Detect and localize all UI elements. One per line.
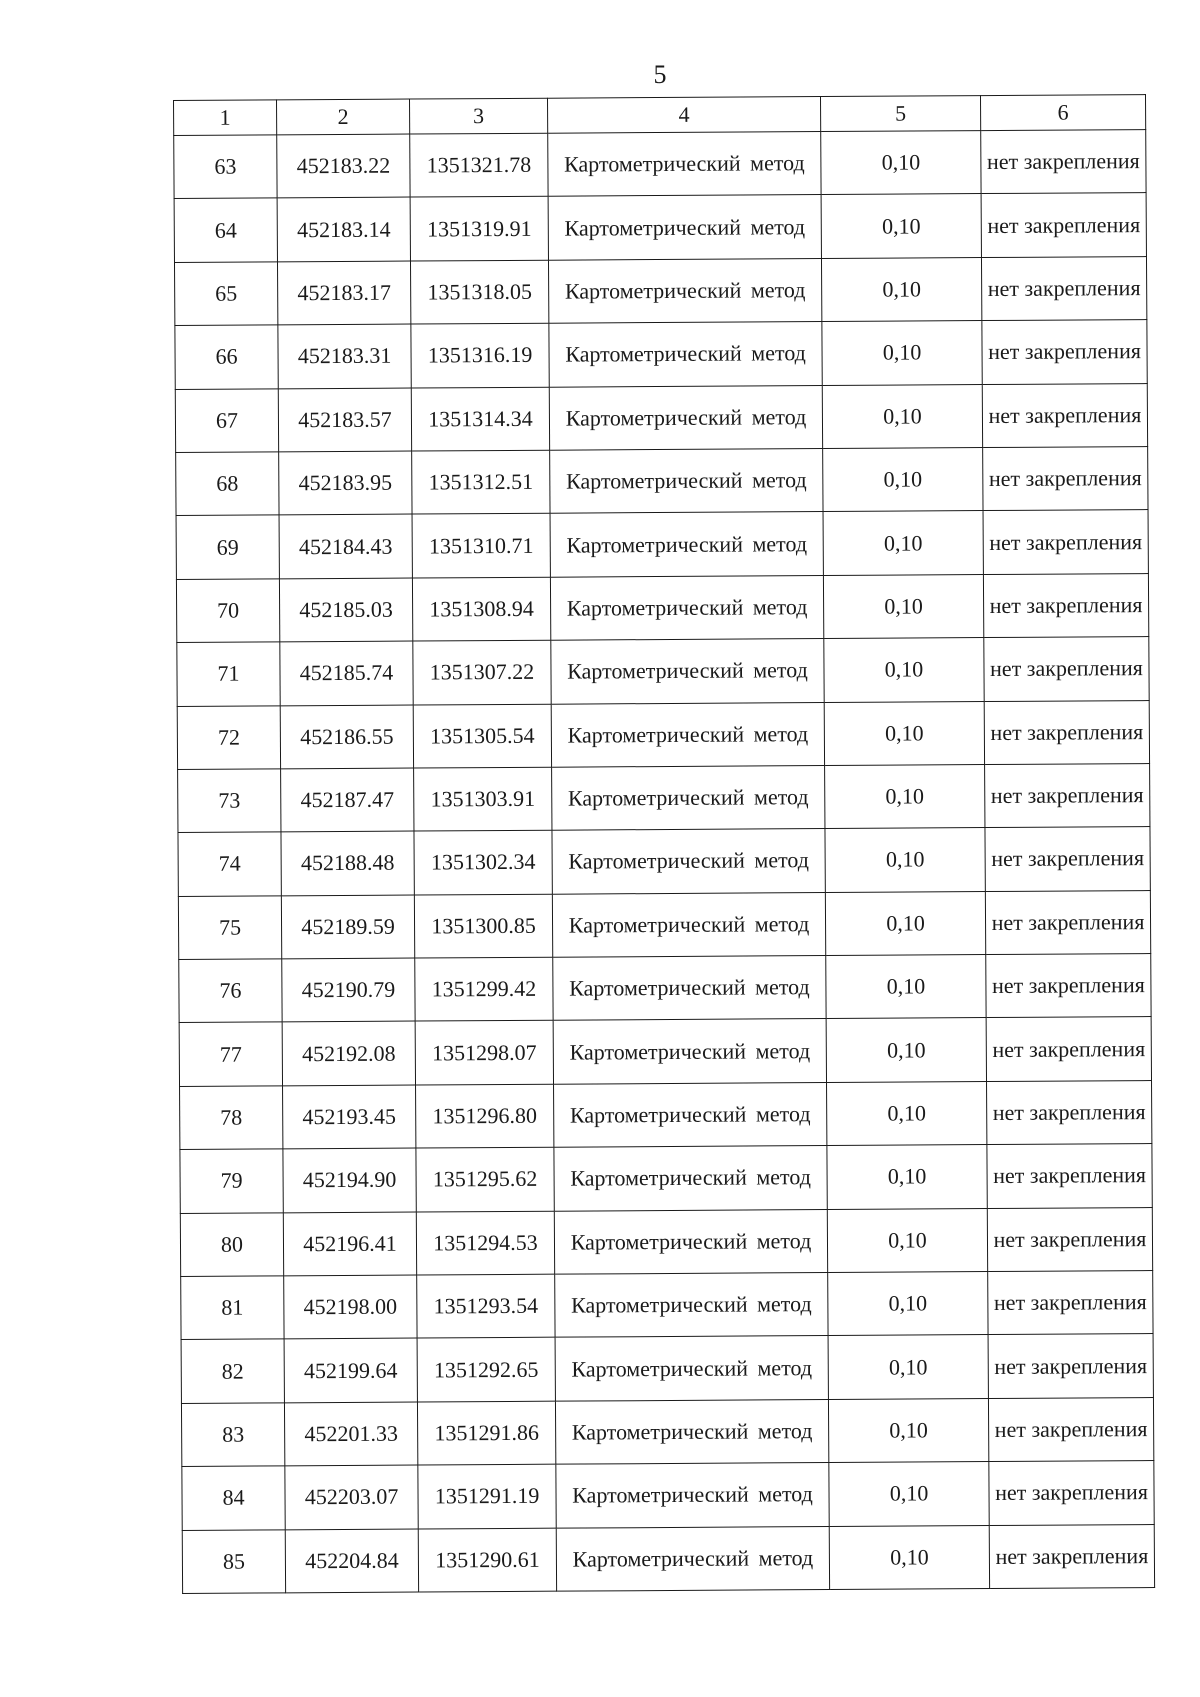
fixation-cell: нет закрепления [985,827,1150,891]
fixation-cell: нет закрепления [989,1461,1154,1525]
table-row [182,1524,1154,1593]
y-coordinate-cell: 1351295.62 [416,1147,554,1211]
fixation-cell: нет закрепления [986,1017,1151,1081]
method-cell: Картометрический метод [548,132,821,197]
table-row [180,1144,1152,1213]
point-number-cell: 73 [178,769,281,833]
point-number-cell: 67 [175,388,278,452]
x-coordinate-cell: 452198.00 [284,1275,417,1339]
accuracy-cell: 0,10 [824,638,984,702]
column-header: 6 [980,95,1145,131]
y-coordinate-cell: 1351298.07 [415,1021,553,1085]
fixation-cell: нет закрепления [985,890,1150,954]
x-coordinate-cell: 452183.57 [278,388,411,452]
accuracy-cell: 0,10 [821,257,981,321]
table-row [176,510,1148,579]
method-cell: Картометрический метод [556,1526,829,1591]
point-number-cell: 68 [176,452,279,516]
point-number-cell: 66 [175,325,278,389]
method-cell: Картометрический метод [553,956,826,1021]
table-row [177,637,1149,706]
method-cell: Картометрический метод [554,1209,827,1274]
accuracy-cell: 0,10 [826,955,986,1019]
accuracy-cell: 0,10 [828,1335,988,1399]
table-row [181,1334,1153,1403]
accuracy-cell: 0,10 [822,321,982,385]
x-coordinate-cell: 452189.59 [281,895,414,959]
y-coordinate-cell: 1351310.71 [412,514,550,578]
accuracy-cell: 0,10 [821,131,981,195]
x-coordinate-cell: 452203.07 [285,1465,418,1529]
point-number-cell: 82 [181,1339,284,1403]
accuracy-cell: 0,10 [825,764,985,828]
y-coordinate-cell: 1351292.65 [417,1338,555,1402]
fixation-cell: нет закрепления [983,447,1148,511]
accuracy-cell: 0,10 [828,1398,988,1462]
point-number-cell: 65 [174,262,277,326]
method-cell: Картометрический метод [549,385,822,450]
method-cell: Картометрический метод [552,829,825,894]
y-coordinate-cell: 1351312.51 [412,450,550,514]
table-row [174,256,1146,325]
fixation-cell: нет закрепления [985,763,1150,827]
point-number-cell: 79 [180,1149,283,1213]
fixation-cell: нет закрепления [987,1144,1152,1208]
y-coordinate-cell: 1351307.22 [413,640,551,704]
y-coordinate-cell: 1351321.78 [410,133,548,197]
table-row [175,320,1147,389]
x-coordinate-cell: 452196.41 [283,1212,416,1276]
accuracy-cell: 0,10 [823,574,983,638]
column-header: 1 [174,100,277,136]
y-coordinate-cell: 1351291.19 [418,1464,556,1528]
method-cell: Картометрический метод [556,1463,829,1528]
x-coordinate-cell: 452190.79 [282,958,415,1022]
fixation-cell: нет закрепления [982,383,1147,447]
table-row [176,573,1148,642]
table-row [180,1207,1152,1276]
x-coordinate-cell: 452201.33 [284,1402,417,1466]
method-cell: Картометрический метод [554,1146,827,1211]
point-number-cell: 70 [176,579,279,643]
fixation-cell: нет закрепления [988,1397,1153,1461]
table-row [174,130,1146,199]
accuracy-cell: 0,10 [828,1272,988,1336]
x-coordinate-cell: 452193.45 [283,1085,416,1149]
fixation-cell: нет закрепления [982,320,1147,384]
point-number-cell: 76 [179,959,282,1023]
y-coordinate-cell: 1351318.05 [410,260,548,324]
y-coordinate-cell: 1351303.91 [414,767,552,831]
fixation-cell: нет закрепления [981,193,1146,257]
accuracy-cell: 0,10 [826,1018,986,1082]
point-number-cell: 74 [178,832,281,896]
fixation-cell: нет закрепления [984,700,1149,764]
table-body [174,95,1155,1594]
accuracy-cell: 0,10 [823,448,983,512]
y-coordinate-cell: 1351296.80 [416,1084,554,1148]
x-coordinate-cell: 452187.47 [281,768,414,832]
method-cell: Картометрический метод [549,322,822,387]
column-header: 3 [409,98,547,134]
method-cell: Картометрический метод [552,892,825,957]
page-number: 5 [653,60,667,89]
table-row [181,1271,1153,1340]
method-cell: Картометрический метод [555,1273,828,1338]
fixation-cell: нет закрепления [986,954,1151,1018]
table-row [178,763,1150,832]
table-row [179,1017,1151,1086]
point-number-cell: 83 [181,1403,284,1467]
table-row [180,1080,1152,1149]
x-coordinate-cell: 452183.22 [277,134,410,198]
x-coordinate-cell: 452194.90 [283,1148,416,1212]
x-coordinate-cell: 452204.84 [285,1529,418,1593]
point-number-cell: 84 [182,1466,285,1530]
y-coordinate-cell: 1351294.53 [416,1211,554,1275]
fixation-cell: нет закрепления [981,130,1146,194]
x-coordinate-cell: 452183.14 [277,197,410,261]
method-cell: Картометрический метод [550,512,823,577]
x-coordinate-cell: 452183.17 [277,261,410,325]
point-number-cell: 77 [179,1022,282,1086]
fixation-cell: нет закрепления [987,1080,1152,1144]
table-row [178,890,1150,959]
x-coordinate-cell: 452185.74 [280,641,413,705]
fixation-cell: нет закрепления [981,256,1146,320]
y-coordinate-cell: 1351300.85 [414,894,552,958]
accuracy-cell: 0,10 [827,1145,987,1209]
fixation-cell: нет закрепления [984,637,1149,701]
column-header: 4 [547,97,820,134]
table-row [177,700,1149,769]
method-cell: Картометрический метод [555,1399,828,1464]
point-number-cell: 64 [174,198,277,262]
x-coordinate-cell: 452185.03 [279,578,412,642]
x-coordinate-cell: 452183.95 [279,451,412,515]
accuracy-cell: 0,10 [827,1081,987,1145]
fixation-cell: нет закрепления [983,573,1148,637]
column-header: 2 [277,99,410,135]
y-coordinate-cell: 1351305.54 [413,704,551,768]
fixation-cell: нет закрепления [988,1271,1153,1335]
x-coordinate-cell: 452188.48 [281,831,414,895]
y-coordinate-cell: 1351319.91 [410,197,548,261]
point-number-cell: 71 [177,642,280,706]
table-row [174,193,1146,262]
method-cell: Картометрический метод [553,1019,826,1084]
method-cell: Картометрический метод [555,1336,828,1401]
point-number-cell: 85 [182,1529,285,1593]
x-coordinate-cell: 452183.31 [278,324,411,388]
y-coordinate-cell: 1351290.61 [418,1528,556,1592]
accuracy-cell: 0,10 [821,194,981,258]
fixation-cell: нет закрепления [989,1524,1154,1588]
accuracy-cell: 0,10 [827,1208,987,1272]
table-row [175,383,1147,452]
table-row [181,1397,1153,1466]
table-row [182,1461,1154,1530]
method-cell: Картометрический метод [550,575,823,640]
y-coordinate-cell: 1351308.94 [412,577,550,641]
accuracy-cell: 0,10 [829,1462,989,1526]
fixation-cell: нет закрепления [988,1334,1153,1398]
accuracy-cell: 0,10 [825,828,985,892]
point-number-cell: 72 [177,705,280,769]
method-cell: Картометрический метод [551,702,824,767]
column-header: 5 [820,96,980,132]
y-coordinate-cell: 1351316.19 [411,323,549,387]
fixation-cell: нет закрепления [987,1207,1152,1271]
accuracy-cell: 0,10 [825,891,985,955]
y-coordinate-cell: 1351293.54 [417,1274,555,1338]
method-cell: Картометрический метод [550,448,823,513]
table-row [176,447,1148,516]
table-row [179,954,1151,1023]
method-cell: Картометрический метод [552,765,825,830]
accuracy-cell: 0,10 [829,1525,989,1589]
table-row [178,827,1150,896]
method-cell: Картометрический метод [548,195,821,260]
accuracy-cell: 0,10 [823,511,983,575]
accuracy-cell: 0,10 [824,701,984,765]
x-coordinate-cell: 452199.64 [284,1338,417,1402]
y-coordinate-cell: 1351299.42 [415,957,553,1021]
y-coordinate-cell: 1351302.34 [414,830,552,894]
point-number-cell: 75 [178,896,281,960]
y-coordinate-cell: 1351314.34 [411,387,549,451]
point-number-cell: 69 [176,515,279,579]
point-number-cell: 81 [181,1276,284,1340]
y-coordinate-cell: 1351291.86 [417,1401,555,1465]
method-cell: Картометрический метод [551,639,824,704]
fixation-cell: нет закрепления [983,510,1148,574]
point-number-cell: 80 [180,1212,283,1276]
point-number-cell: 63 [174,135,277,199]
x-coordinate-cell: 452192.08 [282,1022,415,1086]
x-coordinate-cell: 452184.43 [279,514,412,578]
method-cell: Картометрический метод [548,258,821,323]
header-row [174,95,1146,136]
x-coordinate-cell: 452186.55 [280,705,413,769]
accuracy-cell: 0,10 [822,384,982,448]
point-number-cell: 78 [180,1086,283,1150]
method-cell: Картометрический метод [554,1082,827,1147]
coordinates-table [173,94,1155,1594]
